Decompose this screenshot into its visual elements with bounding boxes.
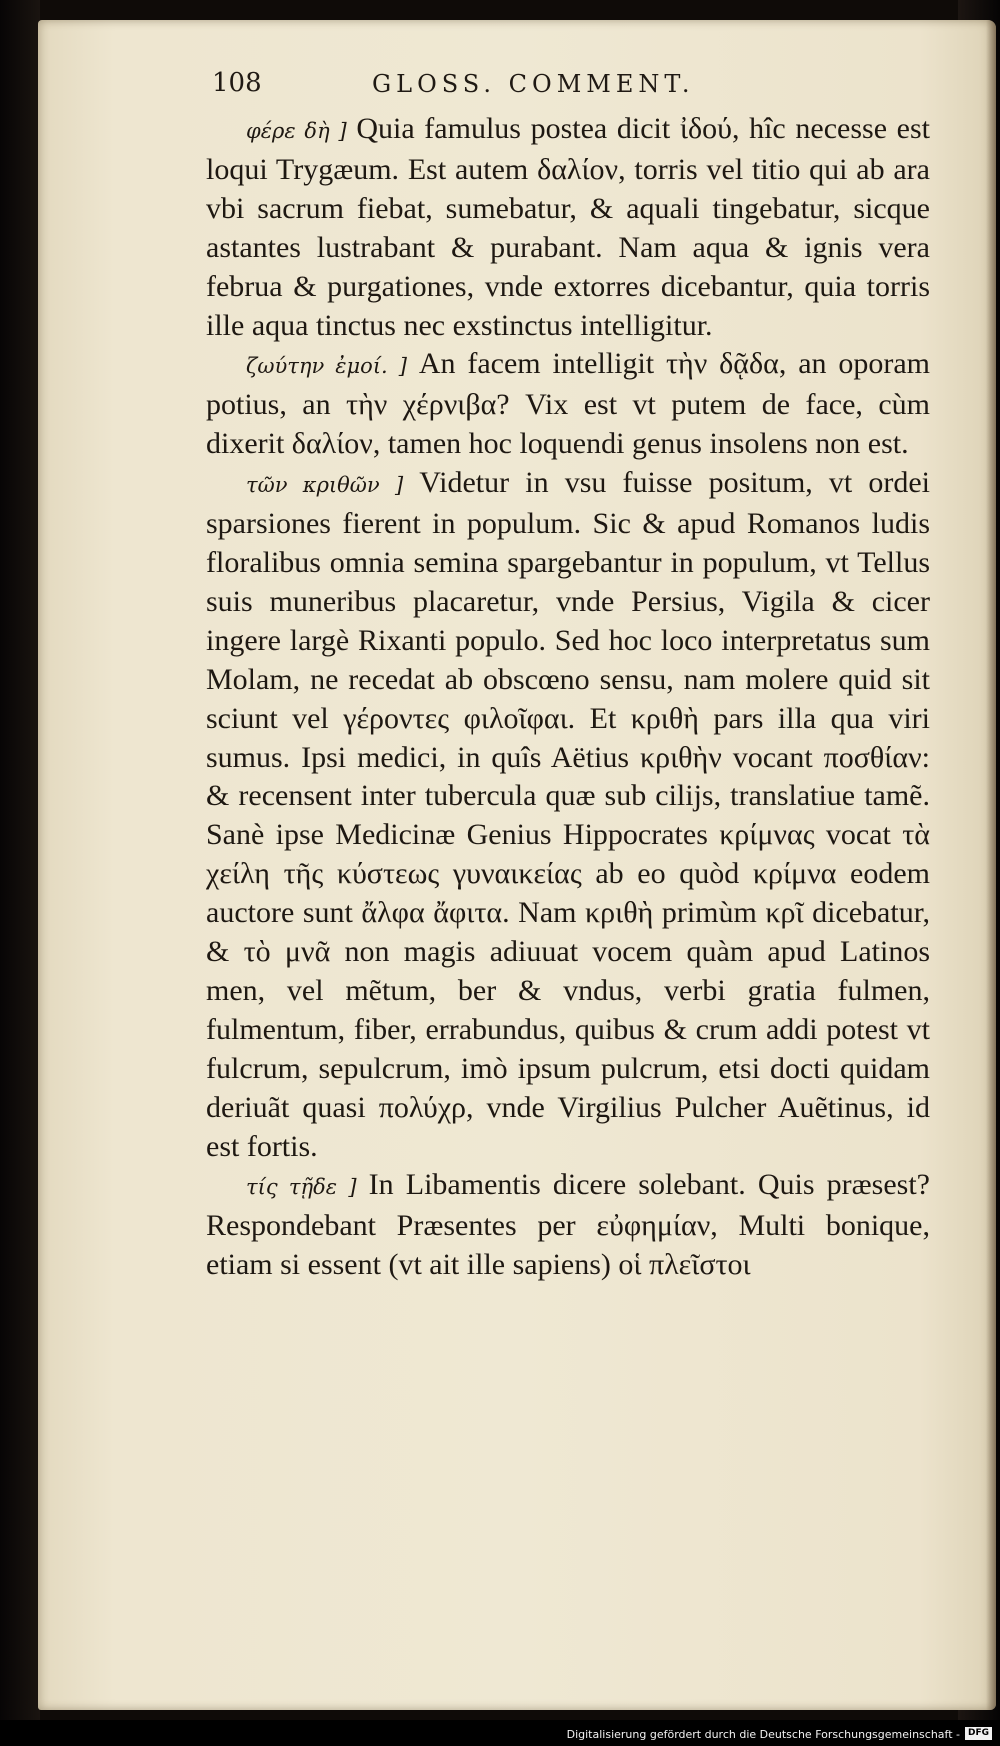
paragraph — [206, 110, 930, 345]
lemma: τίς τῇδε ] — [246, 1175, 357, 1200]
paragraph-text: In Libamentis dicere solebant. Quis præsest? Respondebant Præsentes per εὐφημίαν, Multi bonique, etiam si essent (vt ait ille sapiens) οἱ πλεῖστοι — [206, 1168, 930, 1282]
page-header — [212, 68, 722, 108]
commentary-text — [206, 110, 930, 1285]
scan-background-left — [0, 0, 40, 1746]
page-number: 108 — [212, 68, 262, 98]
paragraph — [206, 345, 930, 464]
paragraph — [206, 464, 930, 1166]
page-edge-shadow — [986, 20, 996, 1710]
funding-credit: Digitalisierung gefördert durch die Deutsche Forschungsgemeinschaft - — [566, 1728, 960, 1741]
lemma: φέρε δὴ ] — [246, 119, 347, 143]
dfg-logo: DFG — [965, 1727, 992, 1740]
lemma: τῶν κριθῶν ] — [246, 473, 404, 498]
paragraph-text: Videtur in vsu fuisse positum, vt ordei sparsiones fierent in populum. Sic & apud Romanos ludis floralibus omnia semina spargebantur in populum, vt Tellus suis muneribus placaretur, vnde Persius, Vigila & cicer ingere largè Rixanti populo. Sed hoc loco interpretatus sum Molam, ne recedat ab obscœno sensu, nam molere quid sit sciunt vel γέροντες φιλοῖφαι. Et κριθὴ pars illa qua viri sumus. Ipsi medici, in quîs Aëtius κριθὴν vocant ποσθίαν: & recensent inter tubercula quæ sub cilijs, translatiue tamẽ. Sanè ipse Medicinæ Genius Hippocrates κρίμνας vocat τὰ χείλη τῆς κύστεως γυναικείας ab eo quòd κρίμνα eodem auctore sunt ἄλφα ἄφιτα. Nam κριθὴ primùm κρῖ dicebatur, & τὸ μνᾶ non magis adiuuat vocem quàm apud Latinos men, vel mẽtum, ber & vndus, verbi gratia fulmen, fulmentum, fiber, errabundus, quibus & crum addi potest vt fulcrum, sepulcrum, imò ipsum pulcrum, etsi docti quidam deriuãt quasi πολύχρ, vnde Virgilius Pulcher Auẽtinus, id est fortis. — [206, 466, 930, 1163]
paragraph — [206, 1166, 930, 1285]
lemma: ζωύτην ἐμοί. ] — [246, 354, 407, 379]
paragraph-text: Quia famulus postea dicit ἰδού, hîc necesse est loqui Trygæum. Est autem δαλίον, torris vel titio qui ab ara vbi sacrum fiebat, sumebatur, & aquali tingebatur, sicque astantes lustrabant & purabant. Nam aqua & ignis vera februa & purgationes, vnde extorres dicebantur, quia torris ille aqua tinctus nec exstinctus intelligitur. — [206, 112, 930, 342]
running-head: GLOSS. COMMENT. — [372, 70, 695, 98]
paragraph-text: An facem intelligit τὴν δᾷδα, an oporam potius, an τὴν χέρνιβα? Vix est vt putem de face, cùm dixerit δαλίον, tamen hoc loquendi genus insolens non est. — [206, 347, 931, 461]
